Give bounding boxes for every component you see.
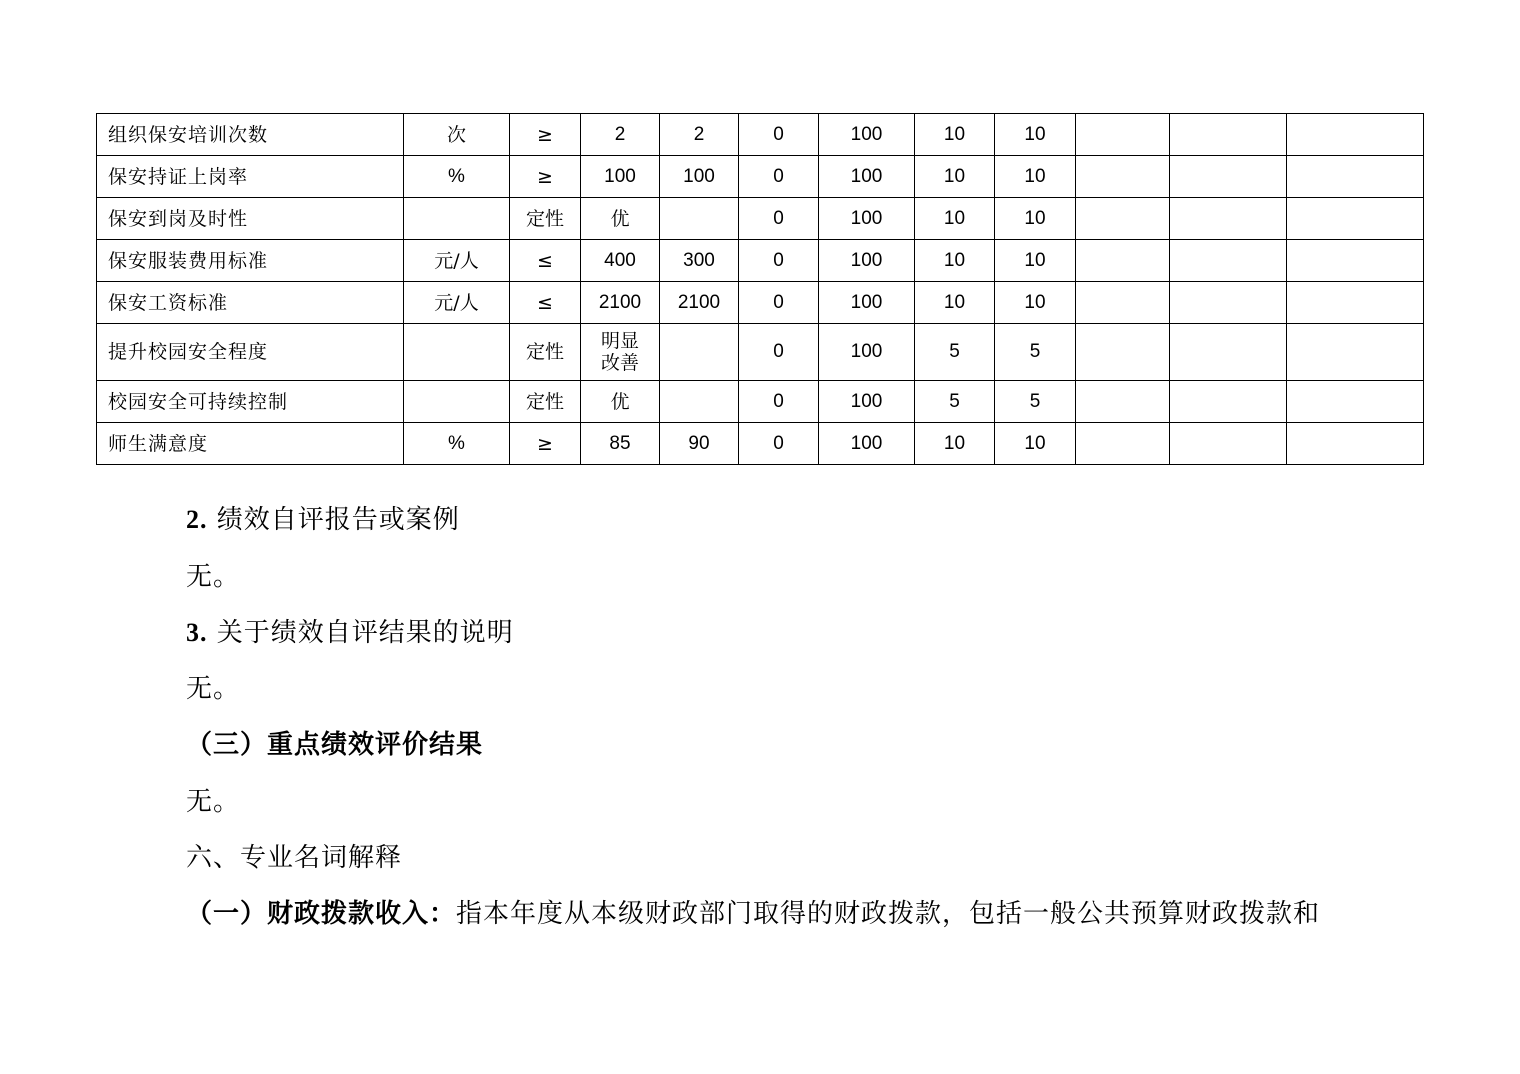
table-row	[97, 423, 1424, 465]
indicator-col12	[1287, 114, 1424, 156]
indicator-name: 提升校园安全程度	[97, 324, 404, 381]
indicator-name: 保安服装费用标准	[97, 240, 404, 282]
indicator-col11	[1170, 240, 1287, 282]
indicator-col8: 10	[915, 156, 995, 198]
indicator-operator: ≤	[510, 282, 581, 324]
indicator-col10	[1076, 198, 1170, 240]
indicator-col7: 100	[819, 282, 915, 324]
table-row	[97, 381, 1424, 423]
indicator-target: 2100	[581, 282, 660, 324]
indicator-operator: 定性	[510, 381, 581, 423]
section-title: 关于绩效自评结果的说明	[216, 618, 514, 648]
indicator-col11	[1170, 114, 1287, 156]
table-row	[97, 114, 1424, 156]
section-heading-glossary: 六、专业名词解释	[186, 843, 403, 873]
section-heading-key-evaluation: （三）重点绩效评价结果	[186, 730, 484, 760]
indicator-operator: 定性	[510, 198, 581, 240]
indicator-col10	[1076, 324, 1170, 381]
indicator-col11	[1170, 324, 1287, 381]
indicator-target: 400	[581, 240, 660, 282]
indicator-target: 2	[581, 114, 660, 156]
table-row	[97, 282, 1424, 324]
indicator-col8: 10	[915, 114, 995, 156]
indicator-target: 100	[581, 156, 660, 198]
indicator-col7: 100	[819, 423, 915, 465]
section-title: 绩效自评报告或案例	[216, 505, 460, 535]
indicator-col8: 10	[915, 240, 995, 282]
section-heading-self-evaluation-report	[186, 503, 460, 537]
indicator-unit: 元/人	[404, 240, 510, 282]
indicator-col12	[1287, 423, 1424, 465]
indicator-target: 优	[581, 381, 660, 423]
indicator-col11	[1170, 381, 1287, 423]
indicator-target: 85	[581, 423, 660, 465]
indicator-col6: 0	[739, 282, 819, 324]
indicator-actual: 2100	[660, 282, 739, 324]
indicator-col9: 10	[995, 114, 1076, 156]
section-number: 3.	[186, 618, 208, 647]
section-body-text: 无。	[186, 787, 241, 817]
indicator-col12	[1287, 282, 1424, 324]
indicator-col7: 100	[819, 240, 915, 282]
indicator-col10	[1076, 156, 1170, 198]
indicator-actual: 100	[660, 156, 739, 198]
indicator-col12	[1287, 381, 1424, 423]
indicator-col8: 10	[915, 282, 995, 324]
indicator-operator: ≥	[510, 156, 581, 198]
indicator-unit: 元/人	[404, 282, 510, 324]
indicator-col7: 100	[819, 381, 915, 423]
indicator-target: 优	[581, 198, 660, 240]
indicator-col6: 0	[739, 198, 819, 240]
indicator-col6: 0	[739, 240, 819, 282]
indicator-unit: %	[404, 156, 510, 198]
indicator-operator: ≥	[510, 114, 581, 156]
indicator-col12	[1287, 198, 1424, 240]
indicator-name: 保安持证上岗率	[97, 156, 404, 198]
indicator-col7: 100	[819, 156, 915, 198]
table-row	[97, 240, 1424, 282]
indicator-operator: 定性	[510, 324, 581, 381]
glossary-definition	[186, 897, 1320, 931]
performance-indicator-table	[96, 113, 1424, 465]
table-row	[97, 198, 1424, 240]
indicator-col10	[1076, 381, 1170, 423]
indicator-col8: 10	[915, 423, 995, 465]
indicator-col6: 0	[739, 324, 819, 381]
indicator-col7: 100	[819, 198, 915, 240]
indicator-col9: 10	[995, 156, 1076, 198]
indicator-col9: 10	[995, 282, 1076, 324]
indicator-actual: 2	[660, 114, 739, 156]
section-heading-result-explanation	[186, 616, 514, 650]
indicator-unit	[404, 198, 510, 240]
glossary-term: （一）财政拨款收入：	[186, 899, 457, 929]
section-number: 2.	[186, 505, 208, 534]
indicator-col10	[1076, 423, 1170, 465]
indicator-actual	[660, 381, 739, 423]
indicator-name: 校园安全可持续控制	[97, 381, 404, 423]
indicator-col9: 10	[995, 423, 1076, 465]
section-body-text: 无。	[186, 562, 241, 592]
indicator-col9: 5	[995, 324, 1076, 381]
indicator-col11	[1170, 156, 1287, 198]
indicator-actual	[660, 324, 739, 381]
indicator-name: 保安到岗及时性	[97, 198, 404, 240]
indicator-col9: 10	[995, 198, 1076, 240]
indicator-col10	[1076, 282, 1170, 324]
indicator-col11	[1170, 282, 1287, 324]
indicator-target-line1: 明显	[600, 330, 639, 352]
indicator-col12	[1287, 156, 1424, 198]
indicator-col6: 0	[739, 156, 819, 198]
indicator-col8: 5	[915, 324, 995, 381]
indicator-col9: 5	[995, 381, 1076, 423]
indicator-actual: 300	[660, 240, 739, 282]
indicator-col12	[1287, 240, 1424, 282]
indicator-col7: 100	[819, 114, 915, 156]
indicator-unit: %	[404, 423, 510, 465]
indicator-col12	[1287, 324, 1424, 381]
glossary-text: 指本年度从本级财政部门取得的财政拨款，包括一般公共预算财政拨款和	[456, 899, 1321, 929]
indicator-col10	[1076, 240, 1170, 282]
indicator-unit	[404, 324, 510, 381]
indicator-col11	[1170, 423, 1287, 465]
indicator-operator: ≤	[510, 240, 581, 282]
indicator-col6: 0	[739, 114, 819, 156]
indicator-operator: ≥	[510, 423, 581, 465]
indicator-actual: 90	[660, 423, 739, 465]
indicator-col8: 10	[915, 198, 995, 240]
indicator-target	[581, 324, 660, 381]
indicator-actual	[660, 198, 739, 240]
indicator-unit	[404, 381, 510, 423]
indicator-col7: 100	[819, 324, 915, 381]
indicator-col11	[1170, 198, 1287, 240]
indicator-col6: 0	[739, 381, 819, 423]
indicator-col9: 10	[995, 240, 1076, 282]
table-row	[97, 324, 1424, 381]
indicator-col10	[1076, 114, 1170, 156]
table-row	[97, 156, 1424, 198]
indicator-name: 师生满意度	[97, 423, 404, 465]
indicator-col6: 0	[739, 423, 819, 465]
indicator-unit: 次	[404, 114, 510, 156]
indicator-name: 组织保安培训次数	[97, 114, 404, 156]
section-body-text: 无。	[186, 674, 241, 704]
indicator-name: 保安工资标准	[97, 282, 404, 324]
indicator-target-line2: 改善	[600, 352, 639, 374]
indicator-col8: 5	[915, 381, 995, 423]
